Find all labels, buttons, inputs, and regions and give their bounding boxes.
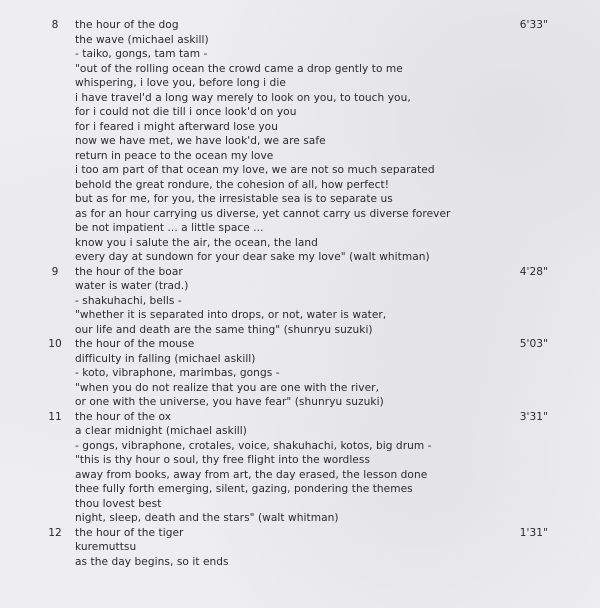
track-text-line <box>0 91 600 106</box>
track-text-line <box>0 555 600 570</box>
track-lyric: i have travel'd a long way merely to look on you, to touch you, <box>75 91 411 104</box>
track-text-line <box>0 395 600 410</box>
track-text-line <box>0 323 600 338</box>
track-number: 10 <box>48 338 62 350</box>
track-text-line <box>0 178 600 193</box>
track-lyric: kuremuttsu <box>75 541 137 553</box>
track-duration: 3'31" <box>519 410 548 423</box>
track-lyric: but as for me, for you, the irresistable sea is to separate us <box>75 193 393 205</box>
track-lyric: "whether it is separated into drops, or not, water is water, <box>75 309 387 321</box>
tracklist <box>0 18 600 569</box>
track-lyric: be not impatient ... a little space ... <box>75 222 264 234</box>
track-text-line <box>0 163 600 178</box>
track-lyric: for i feared i might afterward lose you <box>75 120 278 133</box>
track-text-line <box>0 468 600 483</box>
track-text-line <box>0 134 600 149</box>
track-text-line <box>0 511 600 526</box>
track-text-line <box>0 352 600 367</box>
track-text-line <box>0 279 600 294</box>
track-title: the hour of the boar <box>75 265 183 278</box>
track-text-line <box>0 207 600 222</box>
track-number: 8 <box>51 19 59 31</box>
track-title-line <box>0 265 600 280</box>
track-title-line <box>0 526 600 541</box>
track-text-line <box>0 540 600 555</box>
track-text-line <box>0 308 600 323</box>
track-lyric: "when you do not realize that you are one with the river, <box>75 381 379 394</box>
track-lyric: know you i salute the air, the ocean, the land <box>75 236 318 249</box>
track-lyric: as the day begins, so it ends <box>75 555 229 568</box>
track-lyric: or one with the universe, you have fear" (shunryu suzuki) <box>75 396 384 408</box>
track-lyric: as for an hour carrying us diverse, yet cannot carry us diverse forever <box>75 207 451 220</box>
track-number: 12 <box>48 526 62 539</box>
track-lyric: a clear midnight (michael askill) <box>75 425 247 437</box>
track-text-line <box>0 76 600 91</box>
track-number: 9 <box>51 265 59 278</box>
track-lyric: return in peace to the ocean my love <box>75 149 274 162</box>
track-title: the hour of the tiger <box>75 526 184 539</box>
track-duration: 6'33" <box>519 19 548 31</box>
track-lyric: i too am part of that ocean my love, we are not so much separated <box>75 164 435 176</box>
track-lyric: difficulty in falling (michael askill) <box>75 352 256 365</box>
track-12 <box>0 526 600 570</box>
track-8 <box>0 18 600 265</box>
track-text-line <box>0 294 600 309</box>
track-title-line <box>0 410 600 425</box>
track-text-line <box>0 497 600 512</box>
track-lyric: away from books, away from art, the day erased, the lesson done <box>75 468 428 481</box>
track-text-line <box>0 439 600 454</box>
track-lyric: thou lovest best <box>75 497 162 510</box>
track-lyric: behold the great rondure, the cohesion of all, how perfect! <box>75 178 389 191</box>
track-lyric: for i could not die till i once look'd on you <box>75 106 297 118</box>
track-text-line <box>0 221 600 236</box>
track-duration: 5'03" <box>519 338 548 350</box>
track-text-line <box>0 482 600 497</box>
track-text-line <box>0 33 600 48</box>
track-text-line <box>0 192 600 207</box>
track-lyric: now we have met, we have look'd, we are safe <box>75 135 326 147</box>
track-lyric: the wave (michael askill) <box>75 33 209 46</box>
track-lyric: water is water (trad.) <box>75 280 189 292</box>
track-text-line <box>0 424 600 439</box>
track-lyric: "out of the rolling ocean the crowd came a drop gently to me <box>75 62 403 75</box>
track-10 <box>0 337 600 410</box>
track-lyric: "this is thy hour o soul, thy free flight into the wordless <box>75 454 371 466</box>
track-lyric: every day at sundown for your dear sake my love" (walt whitman) <box>75 251 430 263</box>
track-9 <box>0 265 600 338</box>
track-lyric: whispering, i love you, before long i die <box>75 77 286 89</box>
track-text-line <box>0 47 600 62</box>
track-title: the hour of the mouse <box>75 338 195 350</box>
track-lyric: night, sleep, death and the stars" (walt whitman) <box>75 512 339 524</box>
track-text-line <box>0 250 600 265</box>
track-number: 11 <box>48 410 62 423</box>
track-lyric: - gongs, vibraphone, crotales, voice, shakuhachi, kotos, big drum - <box>75 439 432 452</box>
track-title-line <box>0 18 600 33</box>
track-title: the hour of the dog <box>75 19 179 31</box>
track-text-line <box>0 62 600 77</box>
track-lyric: thee fully forth emerging, silent, gazing, pondering the themes <box>75 483 413 495</box>
track-text-line <box>0 453 600 468</box>
track-text-line <box>0 236 600 251</box>
track-lyric: - taiko, gongs, tam tam - <box>75 48 208 60</box>
track-lyric: our life and death are the same thing" (shunryu suzuki) <box>75 323 373 336</box>
track-text-line <box>0 366 600 381</box>
track-11 <box>0 410 600 526</box>
track-title: the hour of the ox <box>75 410 172 423</box>
track-lyric: - shakuhachi, bells - <box>75 294 182 307</box>
track-duration: 4'28" <box>519 265 548 278</box>
track-text-line <box>0 149 600 164</box>
track-text-line <box>0 105 600 120</box>
track-text-line <box>0 381 600 396</box>
track-duration: 1'31" <box>519 526 548 539</box>
track-text-line <box>0 120 600 135</box>
track-title-line <box>0 337 600 352</box>
track-lyric: - koto, vibraphone, marimbas, gongs - <box>75 367 280 379</box>
